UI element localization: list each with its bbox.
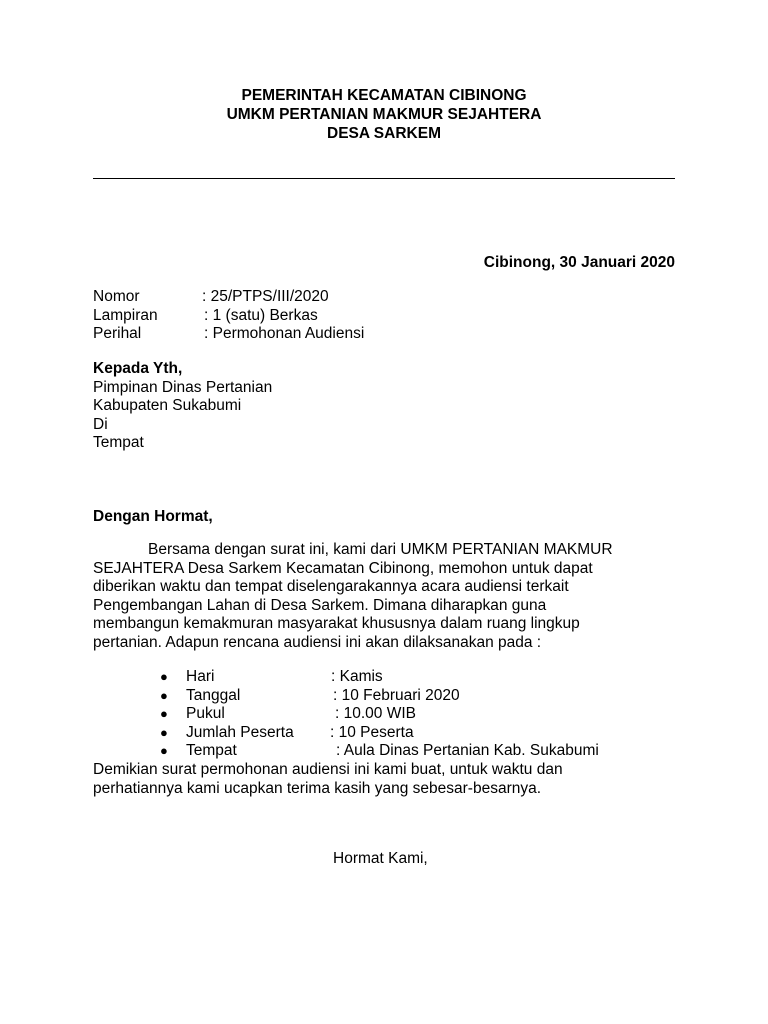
meta-label-nomor: Nomor [93,288,140,305]
detail-value-tanggal: : 10 Februari 2020 [333,686,460,704]
bullet-icon: ● [160,706,168,721]
bullet-icon: ● [160,724,168,740]
letterhead [0,86,768,143]
detail-label-pukul: Pukul [186,705,225,722]
detail-value-tempat: : Aula Dinas Pertanian Kab. Sukabumi [336,742,599,759]
body-line: pertanian. Adapun rencana audiensi ini akan dilaksanakan pada : [93,633,542,651]
body-line: membangun kemakmuran masyarakat khususnya dalam ruang lingkup [93,615,580,632]
body-line: SEJAHTERA Desa Sarkem Kecamatan Cibinong, memohon untuk dapat [93,559,593,577]
recipient-greeting: Kepada Yth, [93,360,183,377]
detail-label-tempat: Tempat [186,742,237,759]
bullet-icon: ● [160,687,168,703]
bullet-icon: ● [160,669,168,684]
meta-value-nomor: : 25/PTPS/III/2020 [202,288,329,305]
recipient-block [93,360,272,453]
salutation: Dengan Hormat, [93,508,213,525]
letterhead-divider [93,178,675,179]
detail-label-tanggal: Tanggal [186,686,241,704]
meta-label-lampiran: Lampiran [93,306,158,324]
closing-line: perhatiannya kami ucapkan terima kasih yang sebesar-besarnya. [93,779,542,797]
recipient-line: Pimpinan Dinas Pertanian [93,378,273,396]
detail-label-hari: Hari [186,668,215,685]
closing-line: Demikian surat permohonan audiensi ini kami buat, untuk waktu dan [93,761,563,778]
detail-label-jumlah-peserta: Jumlah Peserta [186,723,294,741]
letterhead-line-government: PEMERINTAH KECAMATAN CIBINONG [241,87,527,104]
meta-value-lampiran: : 1 (satu) Berkas [204,306,318,324]
meta-label-perihal: Perihal [93,325,142,342]
letterhead-line-organization: UMKM PERTANIAN MAKMUR SEJAHTERA [226,106,542,123]
body-line: diberikan waktu dan tempat diselengarakannya acara audiensi terkait [93,578,569,595]
letterhead-line-village: DESA SARKEM [327,125,441,142]
detail-value-pukul: : 10.00 WIB [335,705,416,722]
detail-value-hari: : Kamis [331,668,383,685]
recipient-line: Di [93,415,108,433]
body-line: Pengembangan Lahan di Desa Sarkem. Dimana diharapkan guna [93,596,547,614]
body-paragraph [93,541,683,652]
signoff: Hormat Kami, [333,850,428,867]
closing-paragraph [93,761,563,798]
recipient-line: Kabupaten Sukabumi [93,397,242,414]
recipient-line: Tempat [93,434,144,451]
detail-value-jumlah-peserta: : 10 Peserta [330,723,414,741]
meta-value-perihal: : Permohonan Audiensi [204,325,365,342]
body-line: Bersama dengan surat ini, kami dari UMKM PERTANIAN MAKMUR [148,541,613,558]
letter-date: Cibinong, 30 Januari 2020 [483,254,675,271]
bullet-icon: ● [160,743,168,758]
